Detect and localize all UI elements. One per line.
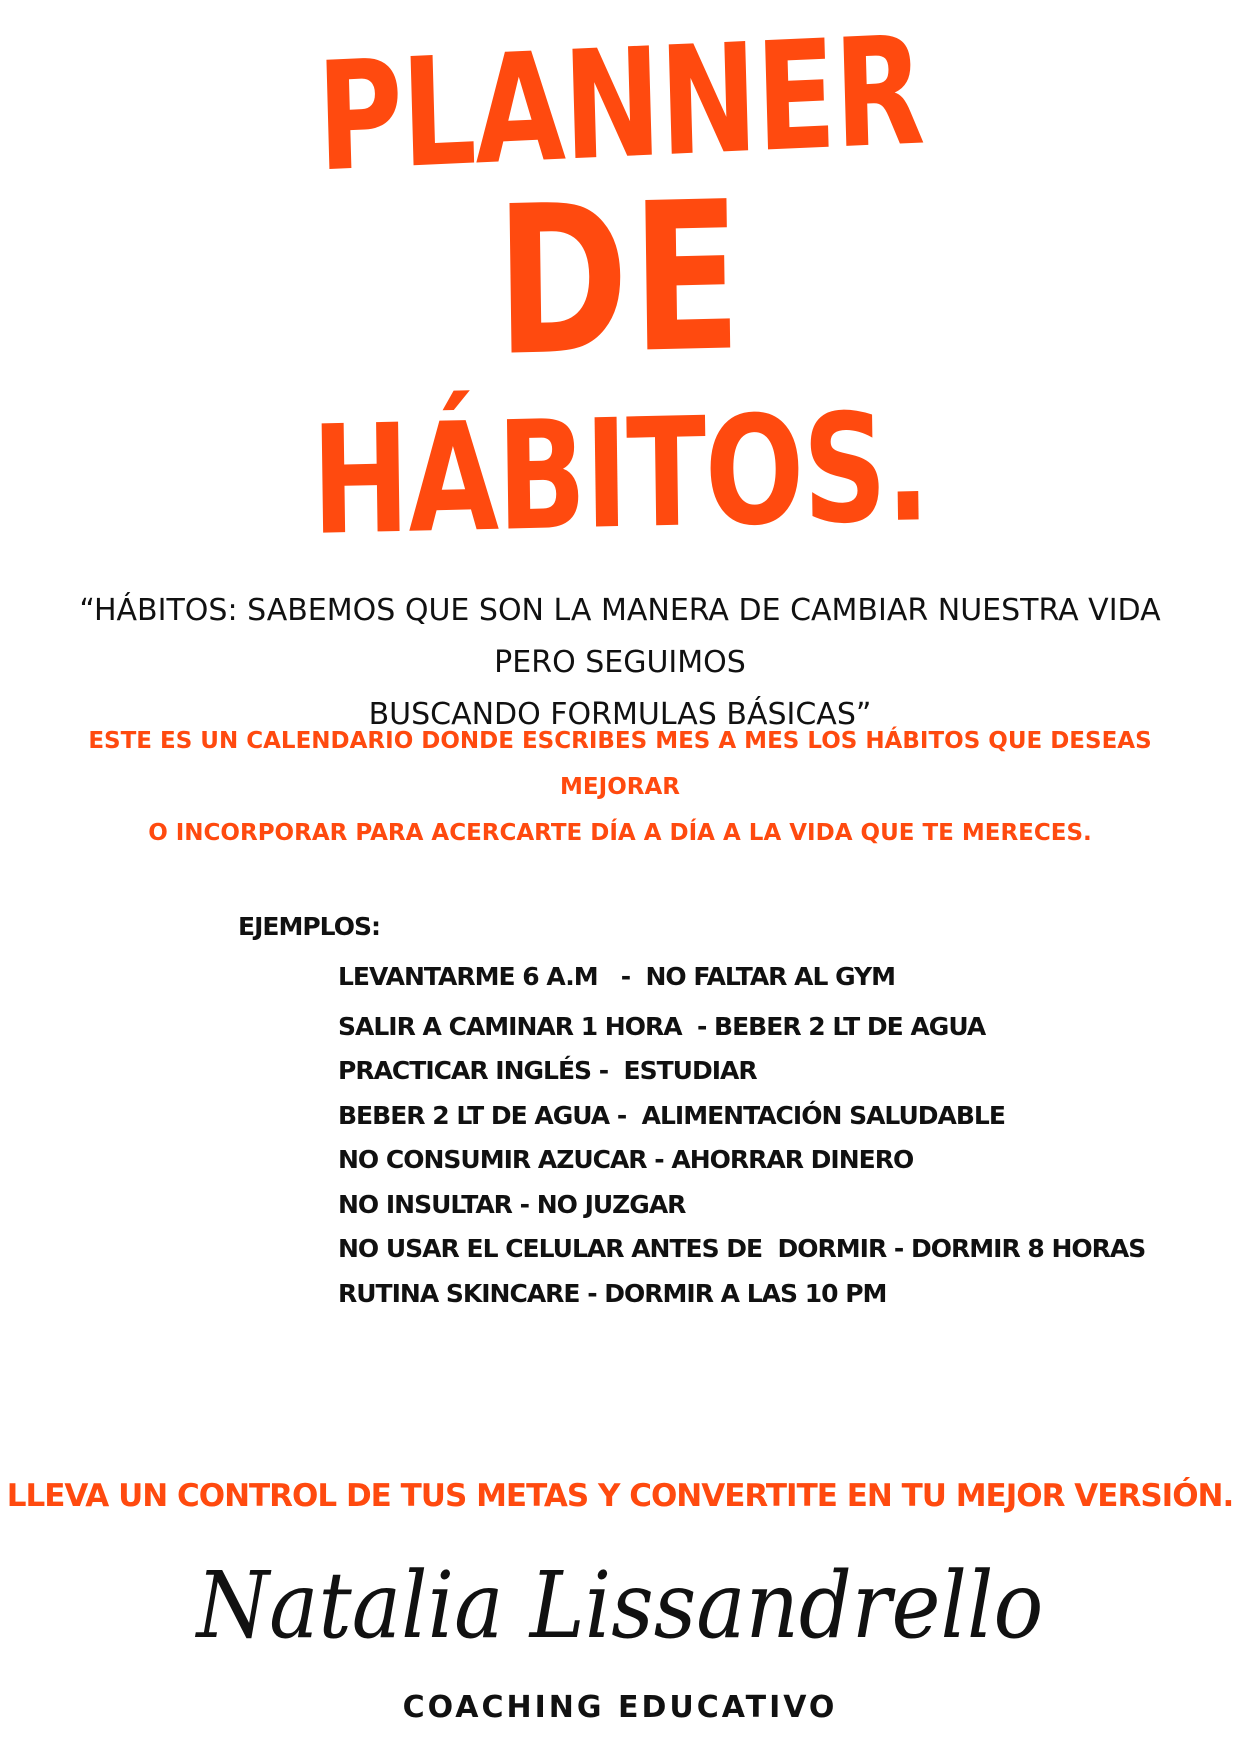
quote-line-2: BUSCANDO FORMULAS BÁSICAS” (368, 697, 872, 732)
quote-line-1: “HÁBITOS: SABEMOS QUE SON LA MANERA DE CAMBIAR NUESTRA VIDA PERO SEGUIMOS (79, 593, 1161, 680)
example-item: NO INSULTAR - NO JUZGAR (338, 1189, 686, 1219)
signature-logo: Natalia Lissandrello (196, 1552, 1044, 1659)
title-line-planner: PLANNER (314, 4, 926, 206)
intro-line-2: O INCORPORAR PARA ACERCARTE DÍA A DÍA A LA VIDA QUE TE MERECES. (148, 820, 1092, 846)
example-item: SALIR A CAMINAR 1 HORA - BEBER 2 LT DE AGUA (338, 1011, 986, 1041)
example-item: RUTINA SKINCARE - DORMIR A LAS 10 PM (338, 1278, 887, 1308)
title-line-habitos: HÁBITOS. (310, 381, 930, 569)
intro-line-1: ESTE ES UN CALENDARIO DONDE ESCRIBES MES A MES LOS HÁBITOS QUE DESEAS MEJORAR (88, 728, 1152, 800)
example-item: NO CONSUMIR AZUCAR - AHORRAR DINERO (338, 1145, 914, 1174)
example-item: PRACTICAR INGLÉS - ESTUDIAR (338, 1056, 757, 1085)
intro-text (80, 718, 1160, 856)
example-item: BEBER 2 LT DE AGUA - ALIMENTACIÓN SALUDABLE (338, 1100, 1005, 1130)
closing-statement: LLEVA UN CONTROL DE TUS METAS Y CONVERTITE EN TU MEJOR VERSIÓN. (6, 1478, 1234, 1514)
title-line-de: DE (494, 158, 746, 402)
example-item: LEVANTARME 6 A.M - NO FALTAR AL GYM (338, 962, 896, 991)
example-item: NO USAR EL CELULAR ANTES DE DORMIR - DORMIR 8 HORAS (338, 1234, 1146, 1263)
examples-list (338, 955, 1145, 1316)
examples-heading: EJEMPLOS: (238, 912, 380, 941)
tagline: COACHING EDUCATIVO (402, 1690, 838, 1725)
